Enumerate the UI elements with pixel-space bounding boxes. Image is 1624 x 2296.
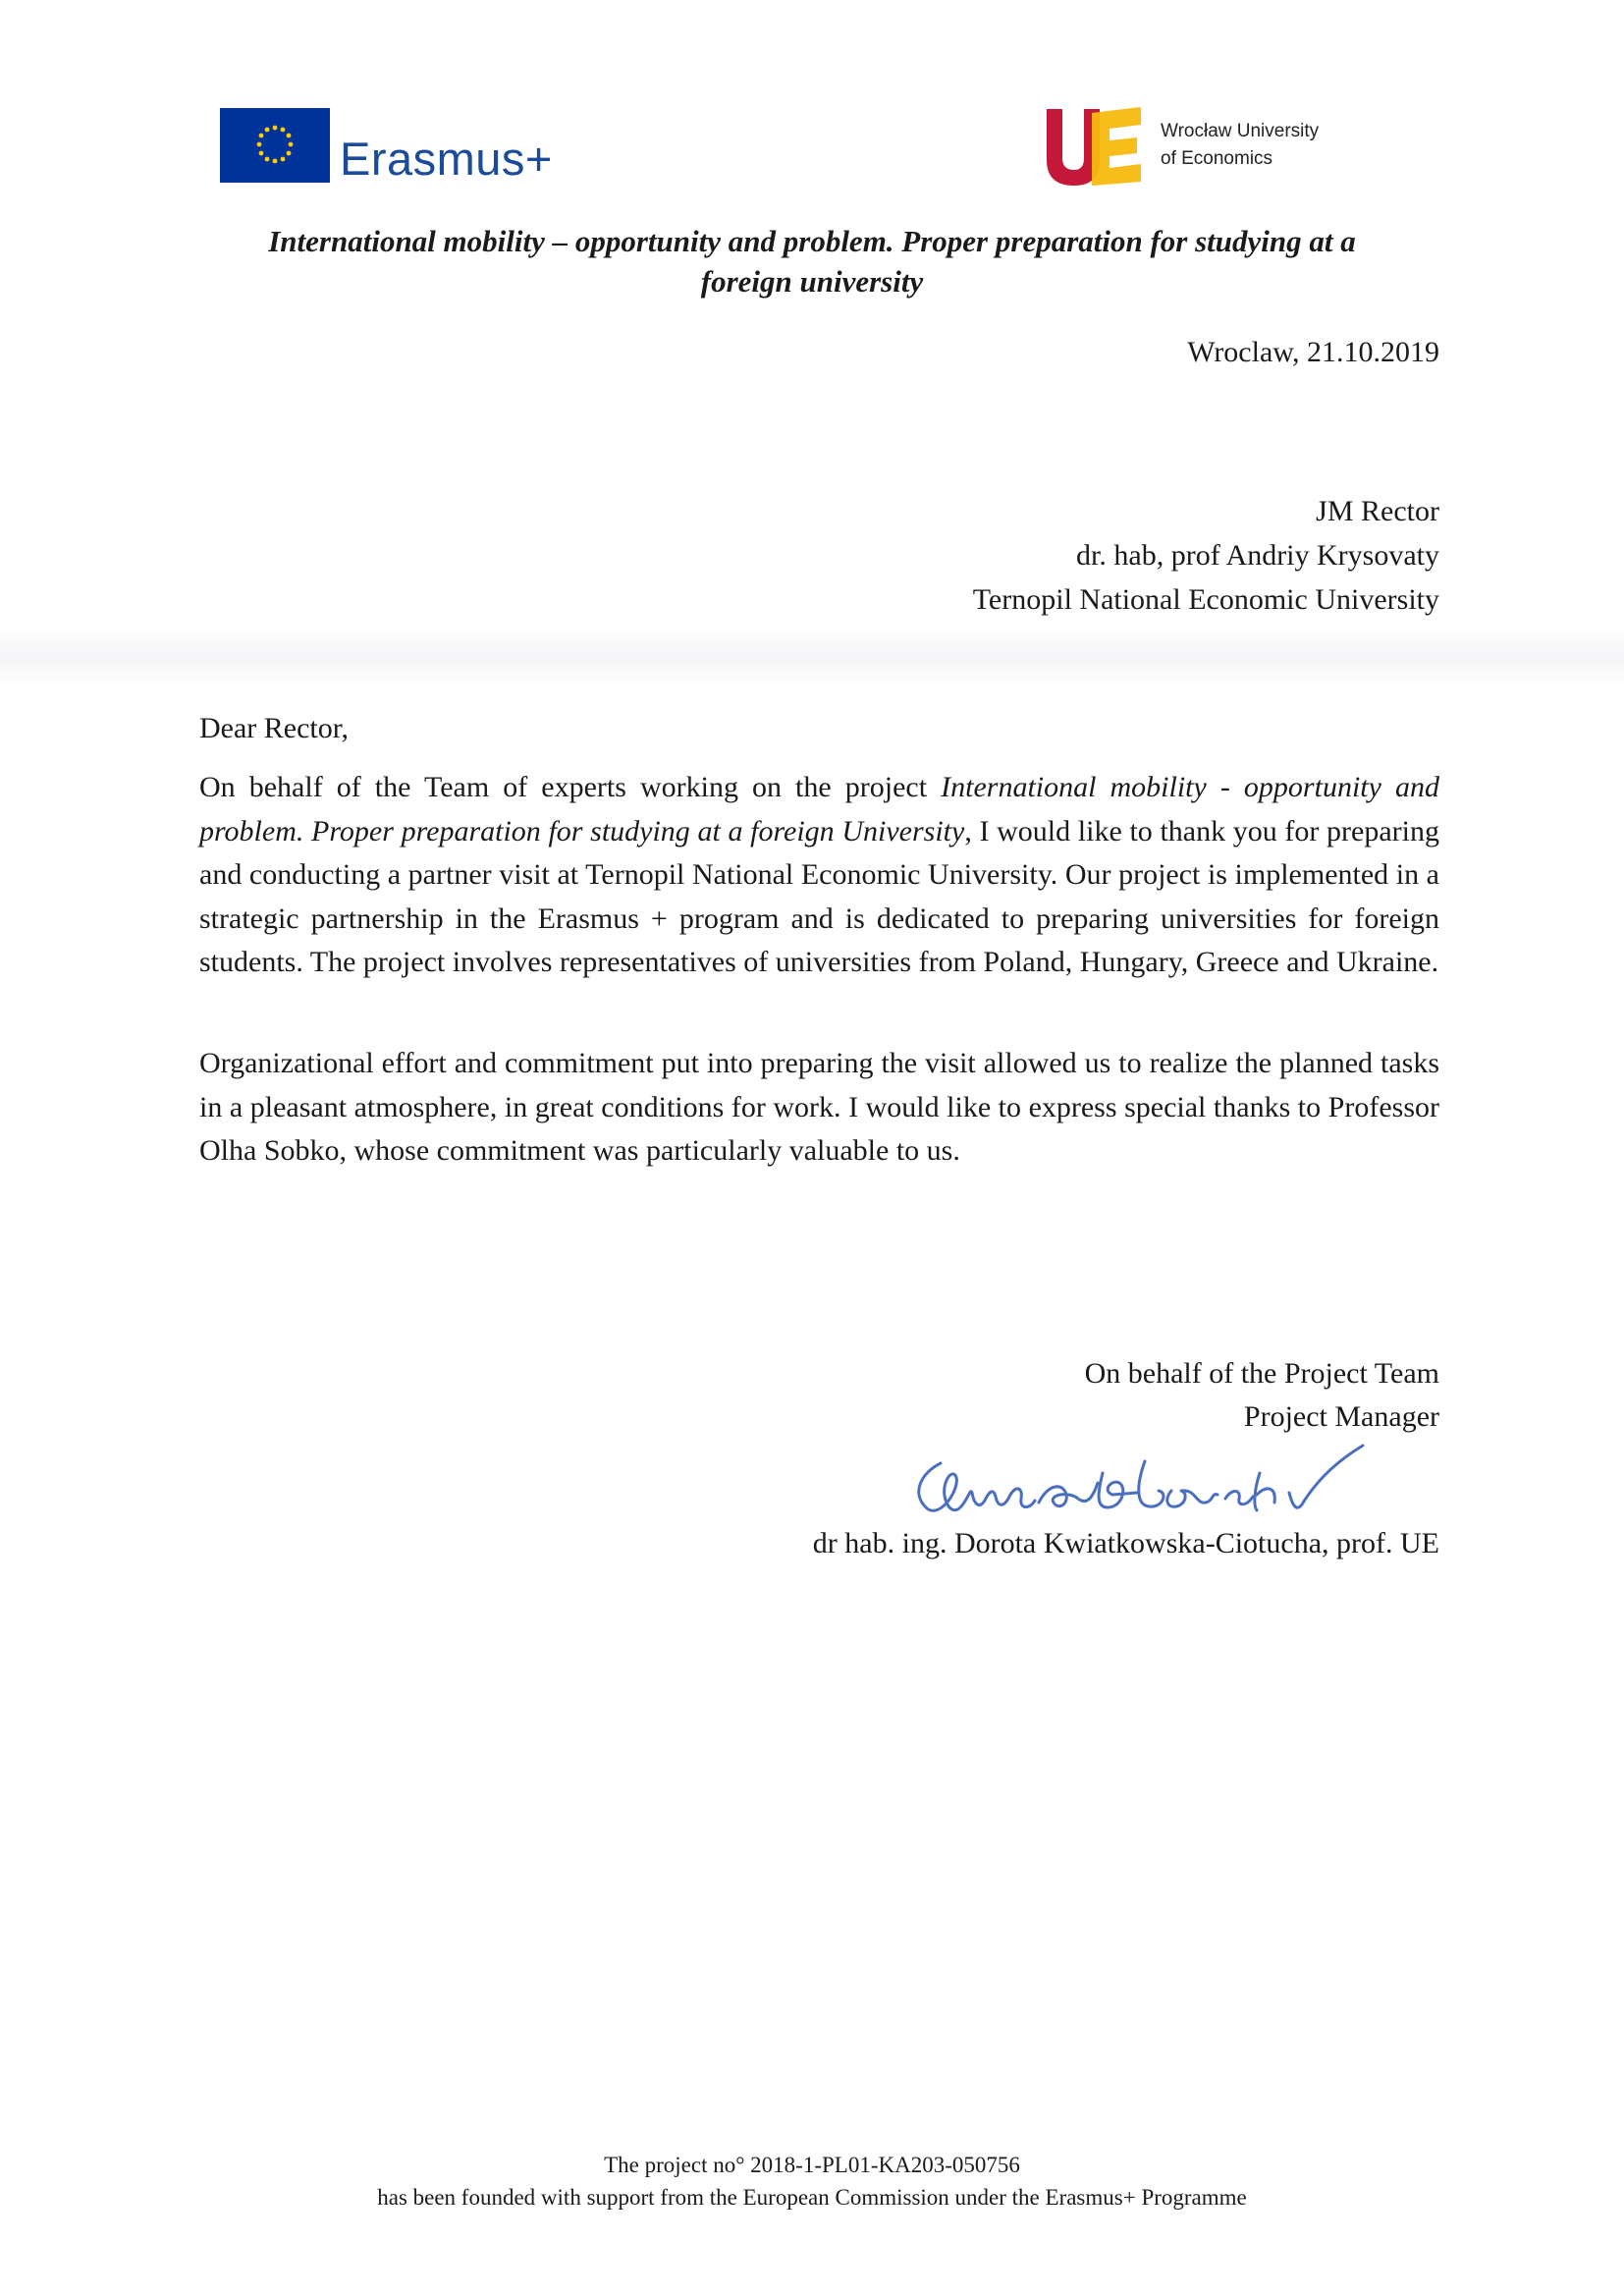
footer-funding-note: has been founded with support from the European Commission under the Erasmus+ Programme: [377, 2185, 1247, 2210]
signer-name: dr hab. ing. Dorota Kwiatkowska-Ciotucha, prof. UE: [812, 1527, 1439, 1559]
project-name: International mobility - opportunity and problem. Proper preparation for studying at a foreign University: [199, 771, 1439, 847]
paragraph-1-intro: On behalf of the Team of experts working on the project: [199, 771, 942, 803]
addressee-institution: Ternopil National Economic University: [972, 583, 1439, 616]
date-line: Wroclaw, 21.10.2019: [1187, 336, 1439, 368]
document-title-line1: International mobility – opportunity and problem. Proper preparation for studying at a: [268, 224, 1356, 258]
university-name: [1161, 118, 1319, 173]
erasmus-logo-text: Erasmus+: [340, 133, 553, 185]
body-paragraph-1: [199, 766, 1439, 985]
eu-flag-icon: [220, 108, 330, 183]
ue-logo-icon: [1039, 103, 1149, 188]
addressee-title: JM Rector: [1316, 495, 1439, 527]
document-title-line2: foreign university: [700, 264, 924, 299]
closing-block: [785, 1352, 1439, 1439]
closing-line2: Project Manager: [1243, 1400, 1439, 1433]
addressee-name: dr. hab, prof Andriy Krysovaty: [1076, 539, 1439, 572]
footer-project-number: The project no° 2018-1-PL01-KA203-050756: [604, 2153, 1020, 2177]
salutation: Dear Rector,: [199, 712, 350, 744]
university-name-line2: of Economics: [1161, 148, 1273, 169]
handwritten-signature: [901, 1434, 1382, 1537]
document-title: [196, 221, 1428, 301]
paragraph-1-rest: , I would like to thank you for preparing and conducting a partner visit at Ternopil National Economic University. Our project is implemented in a strategic partnership in the Erasmus + program and is dedicated to preparing universities for foreign students. The project involves representatives of universities from Poland, Hungary, Greece and Ukraine.: [199, 814, 1440, 978]
body-paragraph-2: Organizational effort and commitment put into preparing the visit allowed us to realize the planned tasks in a pleasant atmosphere, in great conditions for work. I would like to express special thanks to Professor Olha Sobko, whose commitment was particularly valuable to us.: [199, 1047, 1439, 1167]
scan-artifact: [0, 629, 1624, 687]
addressee-block: [687, 489, 1439, 622]
university-name-line1: Wrocław University: [1161, 121, 1320, 141]
closing-line1: On behalf of the Project Team: [1084, 1357, 1439, 1390]
footer: [196, 2149, 1428, 2214]
